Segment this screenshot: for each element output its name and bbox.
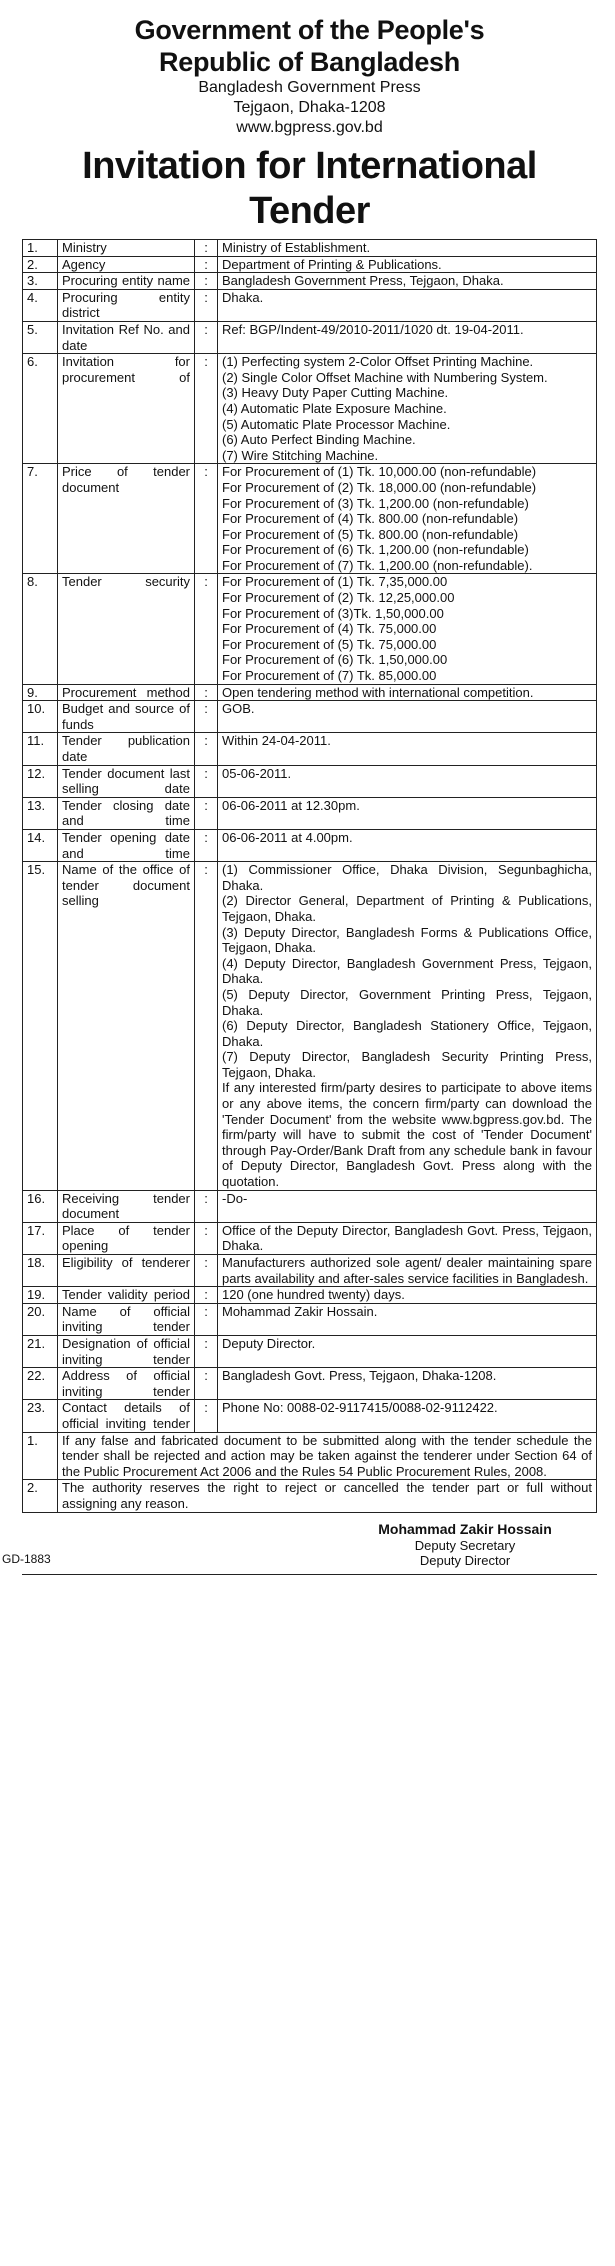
table-row [23,1255,597,1287]
row-colon: : [195,701,218,733]
note-number: 2. [23,1480,58,1512]
table-row [23,1190,597,1222]
row-number: 11. [23,733,58,765]
row-value-cell [218,1335,597,1367]
row-value-line: (4) Deputy Director, Bangladesh Government Press, Tejgaon, Dhaka. [222,955,592,987]
row-number: 16. [23,1190,58,1222]
row-value-line: Dhaka. [222,289,264,305]
table-row [23,256,597,273]
row-number: 12. [23,765,58,797]
row-item-cell [58,1222,195,1254]
note-number: 1. [23,1432,58,1480]
row-number: 22. [23,1368,58,1400]
note-row [23,1480,597,1512]
row-item-label: Invitation for procurement of [62,354,190,385]
row-value-line: (1) Perfecting system 2-Color Offset Printing Machine. [222,354,534,370]
table-row [23,273,597,290]
tender-notes-table [22,1432,597,1513]
row-item-cell [58,829,195,861]
row-item-label: Tender security [62,574,190,590]
row-number: 2. [23,256,58,273]
row-number: 6. [23,354,58,464]
row-value-line: For Procurement of (3)Tk. 1,50,000.00 [222,605,444,621]
row-item-cell [58,574,195,684]
row-item-cell [58,797,195,829]
row-value-cell [218,1255,597,1287]
table-row [23,574,597,684]
table-row [23,1287,597,1304]
row-value-cell [218,1222,597,1254]
row-value-cell [218,829,597,861]
row-value-cell [218,1190,597,1222]
row-item-label: Invitation Ref No. and date [62,321,190,353]
row-value-line: Bangladesh Govt. Press, Tejgaon, Dhaka-1208. [222,1368,497,1384]
table-row [23,1222,597,1254]
table-row [23,240,597,257]
row-item-label: Agency [62,256,106,272]
note-row [23,1432,597,1480]
row-value-line: (4) Automatic Plate Exposure Machine. [222,400,447,416]
row-colon: : [195,273,218,290]
press-website: www.bgpress.gov.bd [236,119,383,136]
row-value-cell [218,464,597,574]
row-value-line: Phone No: 0088-02-9117415/0088-02-9112422. [222,1400,498,1416]
row-item-label: Procuring entity name [62,273,190,289]
row-item-cell [58,354,195,464]
row-value-line: (7) Wire Stitching Machine. [222,447,379,463]
row-colon: : [195,684,218,701]
signatory-title-2: Deputy Director [419,1552,511,1568]
row-number: 1. [23,240,58,257]
row-value-line: -Do- [222,1190,248,1206]
row-item-cell [58,256,195,273]
table-row [23,289,597,321]
row-value-line: For Procurement of (3) Tk. 1,200.00 (non-refundable) [222,495,529,511]
row-colon: : [195,354,218,464]
row-value-line: Mohammad Zakir Hossain. [222,1303,378,1319]
row-value-line: (7) Deputy Director, Bangladesh Security Printing Press, Tejgaon, Dhaka. [222,1049,592,1080]
row-value-line: Within 24-04-2011. [222,733,331,749]
row-number: 7. [23,464,58,574]
row-value-line: GOB. [222,701,255,717]
row-value-cell [218,765,597,797]
row-value-line: Ministry of Establishment. [222,240,371,255]
row-value-line: Open tendering method with international competition. [222,684,534,700]
row-number: 14. [23,829,58,861]
row-colon: : [195,733,218,765]
row-item-cell [58,1303,195,1335]
row-item-cell [58,1255,195,1287]
row-value-cell [218,684,597,701]
table-row [23,684,597,701]
row-item-cell [58,701,195,733]
row-number: 23. [23,1400,58,1432]
row-item-cell [58,862,195,1190]
row-item-label: Place of tender opening [62,1222,190,1254]
row-item-cell [58,684,195,701]
row-value-line: For Procurement of (2) Tk. 18,000.00 (non-refundable) [222,479,537,495]
row-colon: : [195,1222,218,1254]
row-colon: : [195,464,218,574]
row-value-cell [218,354,597,464]
table-row [23,765,597,797]
row-item-cell [58,240,195,257]
row-value-line: For Procurement of (5) Tk. 800.00 (non-refundable) [222,526,519,542]
row-item-label: Designation of official inviting tender [62,1335,190,1367]
row-value-line: Manufacturers authorized sole agent/ dealer maintaining spare parts availability and after-sales service facilities in Bangladesh. [222,1255,592,1286]
row-item-cell [58,1287,195,1304]
notice-title [22,144,597,234]
row-number: 20. [23,1303,58,1335]
row-colon: : [195,1190,218,1222]
row-value-line: (5) Automatic Plate Processor Machine. [222,416,451,432]
row-number: 18. [23,1255,58,1287]
row-colon: : [195,1368,218,1400]
government-name-line-1: Government of the People's [134,15,485,45]
row-value-line: Bangladesh Government Press, Tejgaon, Dhaka. [222,273,504,289]
row-colon: : [195,256,218,273]
row-value-line: For Procurement of (6) Tk. 1,50,000.00 [222,652,448,668]
row-value-line: 05-06-2011. [222,765,292,781]
row-number: 5. [23,321,58,353]
row-value-line: Department of Printing & Publications. [222,256,442,272]
footer-divider [22,1574,597,1575]
row-item-cell [58,289,195,321]
row-value-cell [218,321,597,353]
row-colon: : [195,321,218,353]
row-colon: : [195,1400,218,1432]
government-name [22,14,597,78]
row-value-line: Ref: BGP/Indent-49/2010-2011/1020 dt. 19-04-2011. [222,321,524,337]
row-value-line: For Procurement of (1) Tk. 10,000.00 (non-refundable) [222,464,537,480]
row-item-label: Address of official inviting tender [62,1368,190,1399]
row-value-line: Office of the Deputy Director, Bangladesh Govt. Press, Tejgaon, Dhaka. [222,1222,592,1254]
row-item-label: Tender closing date and time [62,797,190,829]
row-value-line: (3) Heavy Duty Paper Cutting Machine. [222,385,449,401]
row-value-line: Deputy Director. [222,1335,316,1351]
row-colon: : [195,797,218,829]
row-value-cell [218,733,597,765]
row-colon: : [195,1303,218,1335]
row-number: 3. [23,273,58,290]
row-value-line: (6) Auto Perfect Binding Machine. [222,432,416,448]
row-number: 13. [23,797,58,829]
row-colon: : [195,1335,218,1367]
row-value-cell [218,1368,597,1400]
row-value-cell [218,256,597,273]
note-text: The authority reserves the right to reject or cancelled the tender part or full without assigning any reason. [58,1480,597,1512]
row-value-line: 06-06-2011 at 12.30pm. [222,797,360,813]
table-row [23,1335,597,1367]
note-text: If any false and fabricated document to be submitted along with the tender schedule the tender shall be rejected and action may be taken against the tenderer under Section 64 of the Public Procurement Act 2006 and the Rules 54 Public Procurement Rules, 2008. [58,1432,597,1480]
row-number: 19. [23,1287,58,1304]
row-item-cell [58,464,195,574]
signatory-title-1: Deputy Secretary [414,1537,516,1553]
row-value-line: (6) Deputy Director, Bangladesh Stationery Office, Tejgaon, Dhaka. [222,1018,592,1049]
row-colon: : [195,574,218,684]
row-colon: : [195,1255,218,1287]
row-item-label: Receiving tender document [62,1190,190,1222]
row-item-label: Contact details of official inviting tender [62,1400,190,1431]
row-colon: : [195,1287,218,1304]
row-item-cell [58,1368,195,1400]
row-item-label: Tender document last selling date [62,765,190,797]
press-name: Bangladesh Government Press [198,79,421,96]
row-value-line: (2) Director General, Department of Printing & Publications, Tejgaon, Dhaka. [222,893,592,924]
row-value-cell [218,701,597,733]
row-number: 4. [23,289,58,321]
row-number: 21. [23,1335,58,1367]
row-item-label: Tender publication date [62,733,190,764]
row-item-label: Tender validity period [62,1287,190,1303]
row-value-line: (5) Deputy Director, Government Printing Press, Tejgaon, Dhaka. [222,986,592,1018]
row-colon: : [195,862,218,1190]
row-value-line: For Procurement of (5) Tk. 75,000.00 [222,636,437,652]
row-number: 10. [23,701,58,733]
row-value-line: For Procurement of (7) Tk. 85,000.00 [222,668,437,684]
row-item-label: Price of tender document [62,464,190,495]
gd-number: GD-1883 [2,1551,51,1566]
row-value-line: (2) Single Color Offset Machine with Numbering System. [222,369,548,385]
row-item-cell [58,733,195,765]
row-value-cell [218,797,597,829]
row-value-cell [218,574,597,684]
row-value-line: If any interested firm/party desires to participate to above items or any above items, the concern firm/party can download the 'Tender Document' from the website www.bgpress.gov.bd. The firm/party will have to submit the cost of 'Tender Document' through Pay-Order/Bank Draft from any schedule bank in favour of Deputy Director, Bangladesh Govt. Press along with the quotation. [222,1080,592,1190]
signature-block [345,1521,585,1568]
notice-header [22,14,597,234]
row-item-label: Name of the office of tender document selling [62,862,190,909]
row-value-cell [218,1287,597,1304]
table-row [23,797,597,829]
row-item-label: Tender opening date and time [62,829,190,861]
row-colon: : [195,240,218,257]
row-value-cell [218,273,597,290]
row-value-cell [218,240,597,257]
row-item-cell [58,1335,195,1367]
row-value-line: (1) Commissioner Office, Dhaka Division, Segunbaghicha, Dhaka. [222,862,592,893]
row-value-cell [218,1400,597,1432]
row-value-line: For Procurement of (6) Tk. 1,200.00 (non-refundable) [222,542,529,558]
row-colon: : [195,829,218,861]
notice-title-line-1: Invitation for International [82,145,537,187]
row-number: 8. [23,574,58,684]
row-item-label: Eligibility of tenderer [62,1255,190,1270]
row-colon: : [195,289,218,321]
table-row [23,321,597,353]
table-row [23,1368,597,1400]
row-colon: : [195,765,218,797]
row-item-cell [58,765,195,797]
table-row [23,464,597,574]
row-item-label: Ministry [62,240,107,255]
table-row [23,733,597,765]
table-row [23,829,597,861]
row-value-line: For Procurement of (1) Tk. 7,35,000.00 [222,574,448,590]
row-number: 15. [23,862,58,1190]
row-item-cell [58,273,195,290]
row-item-label: Name of official inviting tender [62,1303,190,1335]
row-value-cell [218,1303,597,1335]
table-row [23,354,597,464]
row-item-cell [58,1400,195,1432]
government-name-line-2: Republic of Bangladesh [159,47,460,77]
row-item-cell [58,321,195,353]
row-value-cell [218,289,597,321]
row-value-line: 120 (one hundred twenty) days. [222,1287,405,1303]
row-value-cell [218,862,597,1190]
row-value-line: For Procurement of (4) Tk. 75,000.00 [222,621,437,637]
row-number: 9. [23,684,58,701]
row-item-label: Budget and source of funds [62,701,190,732]
press-address: Tejgaon, Dhaka-1208 [233,99,386,116]
row-value-line: 06-06-2011 at 4.00pm. [222,829,353,845]
table-row [23,1400,597,1432]
signatory-name: Mohammad Zakir Hossain [378,1520,552,1537]
table-row [23,1303,597,1335]
row-value-line: For Procurement of (2) Tk. 12,25,000.00 [222,590,455,606]
tender-notice [22,8,597,1513]
row-number: 17. [23,1222,58,1254]
table-row [23,701,597,733]
row-item-label: Procurement method [62,684,190,700]
row-item-cell [58,1190,195,1222]
row-value-line: For Procurement of (4) Tk. 800.00 (non-refundable) [222,511,519,527]
tender-details-table [22,239,597,1433]
table-row [23,862,597,1190]
row-value-line: (3) Deputy Director, Bangladesh Forms & Publications Office, Tejgaon, Dhaka. [222,924,592,956]
row-item-label: Procuring entity district [62,289,190,321]
notice-title-line-2: Tender [249,190,370,232]
row-value-line: For Procurement of (7) Tk. 1,200.00 (non-refundable). [222,557,533,573]
